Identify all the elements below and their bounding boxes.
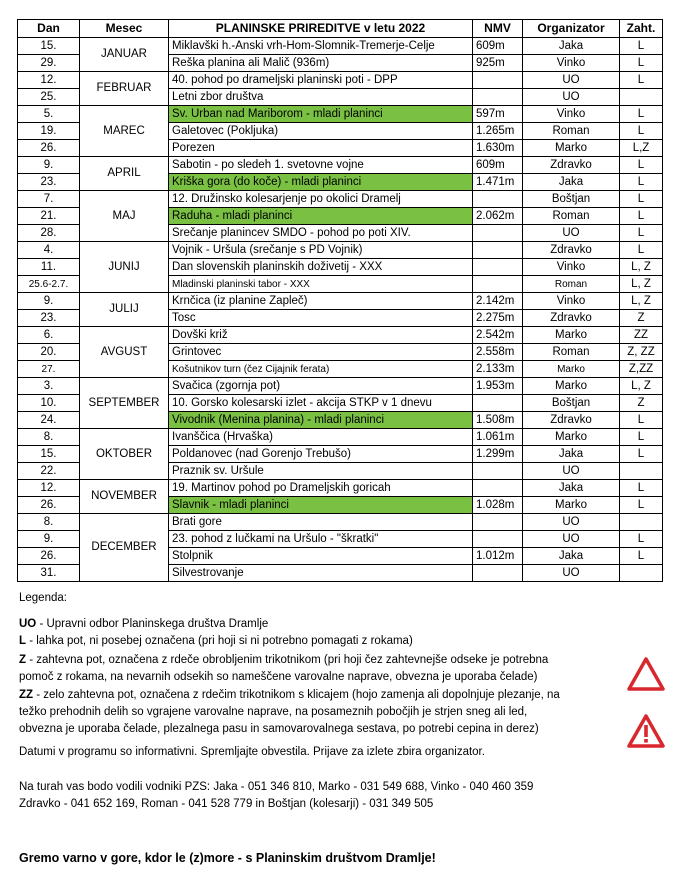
cell-difficulty: L xyxy=(620,191,663,208)
cell-difficulty: L xyxy=(620,446,663,463)
cell-nmv: 1.012m xyxy=(473,548,523,565)
cell-difficulty: L xyxy=(620,548,663,565)
header-difficulty: Zaht. xyxy=(620,20,663,38)
cell-month: DECEMBER xyxy=(80,514,169,582)
legend-zz xyxy=(19,687,619,738)
cell-difficulty: L,Z xyxy=(620,140,663,157)
cell-nmv xyxy=(473,191,523,208)
cell-event: Dovški križ xyxy=(169,327,473,344)
cell-event: Silvestrovanje xyxy=(169,565,473,582)
cell-day: 24. xyxy=(18,412,80,429)
cell-nmv: 2.133m xyxy=(473,361,523,378)
cell-day: 6. xyxy=(18,327,80,344)
table-row xyxy=(18,429,663,446)
cell-day: 5. xyxy=(18,106,80,123)
table-row xyxy=(18,106,663,123)
triangle-warning-icon xyxy=(626,656,666,692)
cell-nmv xyxy=(473,565,523,582)
cell-day: 20. xyxy=(18,344,80,361)
cell-nmv: 609m xyxy=(473,157,523,174)
cell-event: 12. Družinsko kolesarjenje po okolici Dramelj xyxy=(169,191,473,208)
cell-day: 27. xyxy=(18,361,80,378)
cell-month: JULIJ xyxy=(80,293,169,327)
cell-nmv xyxy=(473,72,523,89)
cell-day: 28. xyxy=(18,225,80,242)
header-event: PLANINSKE PRIREDITVE v letu 2022 xyxy=(169,20,473,38)
cell-nmv xyxy=(473,242,523,259)
cell-nmv xyxy=(473,514,523,531)
cell-nmv: 2.558m xyxy=(473,344,523,361)
cell-nmv: 1.299m xyxy=(473,446,523,463)
cell-organizer: UO xyxy=(523,225,620,242)
schedule-body xyxy=(18,38,663,582)
cell-difficulty: L xyxy=(620,531,663,548)
cell-organizer: Zdravko xyxy=(523,242,620,259)
cell-nmv: 2.142m xyxy=(473,293,523,310)
cell-nmv: 2.542m xyxy=(473,327,523,344)
cell-event: Svačica (zgornja pot) xyxy=(169,378,473,395)
cell-event: Vivodnik (Menina planina) - mladi planinci xyxy=(169,412,473,429)
schedule-table xyxy=(17,19,663,582)
cell-nmv: 597m xyxy=(473,106,523,123)
cell-difficulty: Z xyxy=(620,395,663,412)
cell-difficulty: L, Z xyxy=(620,259,663,276)
cell-day: 23. xyxy=(18,174,80,191)
cell-day: 9. xyxy=(18,157,80,174)
cell-month: FEBRUAR xyxy=(80,72,169,106)
cell-day: 26. xyxy=(18,140,80,157)
cell-event: Dan slovenskih planinskih doživetij - XXX xyxy=(169,259,473,276)
cell-day: 25.6-2.7. xyxy=(18,276,80,293)
cell-nmv xyxy=(473,480,523,497)
cell-day: 25. xyxy=(18,89,80,106)
cell-event: Kriška gora (do koče) - mladi planinci xyxy=(169,174,473,191)
table-row xyxy=(18,327,663,344)
cell-difficulty: L xyxy=(620,123,663,140)
cell-organizer: UO xyxy=(523,531,620,548)
cell-difficulty: L xyxy=(620,72,663,89)
cell-event: Košutnikov turn (čez Cijajnik ferata) xyxy=(169,361,473,378)
cell-month: MAREC xyxy=(80,106,169,157)
cell-month: AVGUST xyxy=(80,327,169,378)
cell-organizer: Boštjan xyxy=(523,395,620,412)
cell-event: Sabotin - po sledeh 1. svetovne vojne xyxy=(169,157,473,174)
cell-day: 7. xyxy=(18,191,80,208)
cell-event: Vojnik - Uršula (srečanje s PD Vojnik) xyxy=(169,242,473,259)
legend-uo xyxy=(19,616,619,633)
guides-line-1: Na turah vas bodo vodili vodniki PZS: Jaka - 051 346 810, Marko - 031 549 688, Vinko - 040 460 359 xyxy=(19,781,534,793)
cell-event: Galetovec (Pokljuka) xyxy=(169,123,473,140)
cell-day: 26. xyxy=(18,497,80,514)
cell-nmv xyxy=(473,259,523,276)
cell-day: 3. xyxy=(18,378,80,395)
cell-nmv: 1.953m xyxy=(473,378,523,395)
cell-event: Ivanščica (Hrvaška) xyxy=(169,429,473,446)
header-month: Mesec xyxy=(80,20,169,38)
cell-month: NOVEMBER xyxy=(80,480,169,514)
cell-organizer: Zdravko xyxy=(523,412,620,429)
cell-difficulty: L, Z xyxy=(620,293,663,310)
legend-l xyxy=(19,633,619,650)
legend-zz-text-3: obvezna je uporaba čelade, plezalnega pasu in samovarovalnega sestava, po potrebi cepina in derez) xyxy=(19,723,539,735)
cell-nmv xyxy=(473,531,523,548)
cell-event: Praznik sv. Uršule xyxy=(169,463,473,480)
cell-month: JANUAR xyxy=(80,38,169,72)
cell-event: Raduha - mladi planinci xyxy=(169,208,473,225)
cell-event: Poldanovec (nad Gorenjo Trebušo) xyxy=(169,446,473,463)
cell-month: APRIL xyxy=(80,157,169,191)
cell-organizer: Boštjan xyxy=(523,191,620,208)
cell-event: Reška planina ali Malič (936m) xyxy=(169,55,473,72)
cell-organizer: UO xyxy=(523,514,620,531)
legend-uo-key: UO xyxy=(19,618,37,630)
cell-day: 12. xyxy=(18,480,80,497)
cell-nmv xyxy=(473,463,523,480)
cell-organizer: Jaka xyxy=(523,38,620,55)
cell-day: 12. xyxy=(18,72,80,89)
cell-difficulty xyxy=(620,565,663,582)
cell-nmv: 1.471m xyxy=(473,174,523,191)
cell-event: 23. pohod z lučkami na Uršulo - "škratki" xyxy=(169,531,473,548)
cell-day: 8. xyxy=(18,429,80,446)
cell-organizer: Vinko xyxy=(523,106,620,123)
cell-organizer: Marko xyxy=(523,497,620,514)
cell-difficulty xyxy=(620,514,663,531)
cell-day: 9. xyxy=(18,531,80,548)
cell-organizer: Zdravko xyxy=(523,310,620,327)
cell-difficulty xyxy=(620,89,663,106)
cell-day: 19. xyxy=(18,123,80,140)
cell-event: Letni zbor društva xyxy=(169,89,473,106)
cell-organizer: Zdravko xyxy=(523,157,620,174)
cell-day: 10. xyxy=(18,395,80,412)
cell-event: Grintovec xyxy=(169,344,473,361)
cell-day: 11. xyxy=(18,259,80,276)
cell-event: Stolpnik xyxy=(169,548,473,565)
cell-difficulty: ZZ xyxy=(620,327,663,344)
cell-organizer: Vinko xyxy=(523,293,620,310)
legend-uo-text: - Upravni odbor Planinskega društva Dramlje xyxy=(36,618,269,630)
cell-nmv: 1.061m xyxy=(473,429,523,446)
table-row xyxy=(18,72,663,89)
cell-organizer: UO xyxy=(523,565,620,582)
cell-difficulty: L xyxy=(620,208,663,225)
cell-day: 29. xyxy=(18,55,80,72)
cell-difficulty: L xyxy=(620,38,663,55)
cell-organizer: Roman xyxy=(523,344,620,361)
cell-difficulty: L xyxy=(620,174,663,191)
cell-day: 15. xyxy=(18,446,80,463)
cell-event: Krnčica (iz planine Zapleč) xyxy=(169,293,473,310)
cell-event: 19. Martinov pohod po Drameljskih goricah xyxy=(169,480,473,497)
table-row xyxy=(18,480,663,497)
slogan: Gremo varno v gore, kdor le (z)more - s Planinskim društvom Dramlje! xyxy=(19,851,436,865)
triangle-exclamation-icon xyxy=(626,713,666,749)
cell-difficulty: L xyxy=(620,429,663,446)
cell-organizer: Marko xyxy=(523,327,620,344)
cell-nmv xyxy=(473,395,523,412)
cell-difficulty: L xyxy=(620,225,663,242)
cell-difficulty: Z xyxy=(620,310,663,327)
cell-nmv: 1.028m xyxy=(473,497,523,514)
cell-difficulty: L xyxy=(620,412,663,429)
cell-nmv: 1.265m xyxy=(473,123,523,140)
cell-difficulty: L xyxy=(620,497,663,514)
table-row xyxy=(18,38,663,55)
cell-organizer: Vinko xyxy=(523,259,620,276)
cell-day: 23. xyxy=(18,310,80,327)
cell-day: 9. xyxy=(18,293,80,310)
legend-zz-text-1: - zelo zahtevna pot, označena z rdečim trikotnikom s klicajem (hojo zamenja ali dopolnjuje plezanje, na xyxy=(33,689,560,701)
cell-organizer: Marko xyxy=(523,361,620,378)
header-organizer: Organizator xyxy=(523,20,620,38)
legend-z-key: Z xyxy=(19,654,27,666)
cell-nmv: 2.062m xyxy=(473,208,523,225)
table-row xyxy=(18,242,663,259)
legend-z-text-1: - zahtevna pot, označena z rdeče obrobljenim trikotnikom (pri hoji čez zahtevnejše odseke je potrebna xyxy=(26,654,549,666)
table-row xyxy=(18,157,663,174)
cell-organizer: UO xyxy=(523,72,620,89)
cell-event: Sv. Urban nad Mariborom - mladi planinci xyxy=(169,106,473,123)
cell-organizer: Marko xyxy=(523,140,620,157)
cell-organizer: Jaka xyxy=(523,446,620,463)
cell-organizer: Roman xyxy=(523,276,620,293)
cell-event: Brati gore xyxy=(169,514,473,531)
cell-nmv xyxy=(473,225,523,242)
cell-event: Porezen xyxy=(169,140,473,157)
cell-organizer: Jaka xyxy=(523,548,620,565)
header-day: Dan xyxy=(18,20,80,38)
cell-month: OKTOBER xyxy=(80,429,169,480)
cell-nmv: 925m xyxy=(473,55,523,72)
cell-day: 26. xyxy=(18,548,80,565)
cell-month: SEPTEMBER xyxy=(80,378,169,429)
legend-zz-key: ZZ xyxy=(19,689,34,701)
cell-difficulty: L xyxy=(620,242,663,259)
cell-difficulty: L xyxy=(620,157,663,174)
cell-difficulty: L xyxy=(620,480,663,497)
cell-difficulty: L, Z xyxy=(620,276,663,293)
guides-line-2: Zdravko - 041 652 169, Roman - 041 528 779 in Boštjan (kolesarji) - 031 349 505 xyxy=(19,798,434,810)
legend-l-key: L xyxy=(19,635,27,647)
cell-organizer: Jaka xyxy=(523,480,620,497)
cell-nmv: 1.508m xyxy=(473,412,523,429)
cell-day: 15. xyxy=(18,38,80,55)
table-header-row xyxy=(18,20,663,38)
legend-zz-text-2: težko prehodnih delih so vgrajene varovalne naprave, na posameznih pobočjih je strjen sneg ali led, xyxy=(19,706,528,718)
table-row xyxy=(18,293,663,310)
cell-difficulty: Z,ZZ xyxy=(620,361,663,378)
cell-nmv xyxy=(473,276,523,293)
cell-event: 10. Gorsko kolesarski izlet - akcija STKP v 1 dnevu xyxy=(169,395,473,412)
cell-month: MAJ xyxy=(80,191,169,242)
cell-nmv xyxy=(473,89,523,106)
cell-event: 40. pohod po drameljski planinski poti - DPP xyxy=(169,72,473,89)
cell-organizer: Roman xyxy=(523,208,620,225)
table-row xyxy=(18,191,663,208)
table-row xyxy=(18,378,663,395)
cell-difficulty: L xyxy=(620,55,663,72)
legend-l-text: - lahka pot, ni posebej označena (pri hoji si ni potrebno pomagati z rokama) xyxy=(26,635,413,647)
legend-title: Legenda: xyxy=(19,592,67,604)
cell-organizer: UO xyxy=(523,89,620,106)
cell-difficulty: Z, ZZ xyxy=(620,344,663,361)
cell-nmv: 609m xyxy=(473,38,523,55)
cell-event: Tosc xyxy=(169,310,473,327)
cell-event: Mladinski planinski tabor - XXX xyxy=(169,276,473,293)
cell-organizer: Roman xyxy=(523,123,620,140)
cell-day: 21. xyxy=(18,208,80,225)
cell-organizer: Marko xyxy=(523,378,620,395)
header-nmv: NMV xyxy=(473,20,523,38)
cell-nmv: 1.630m xyxy=(473,140,523,157)
cell-organizer: Marko xyxy=(523,429,620,446)
cell-difficulty xyxy=(620,463,663,480)
cell-difficulty: L xyxy=(620,106,663,123)
cell-difficulty: L, Z xyxy=(620,378,663,395)
legend-z xyxy=(19,652,619,686)
table-row xyxy=(18,514,663,531)
cell-organizer: UO xyxy=(523,463,620,480)
cell-organizer: Vinko xyxy=(523,55,620,72)
cell-event: Srečanje planincev SMDO - pohod po poti XIV. xyxy=(169,225,473,242)
cell-event: Slavnik - mladi planinci xyxy=(169,497,473,514)
cell-month: JUNIJ xyxy=(80,242,169,293)
legend-z-text-2: pomoč z rokama, na nevarnih odsekih so nameščene varovalne naprave, obvezna je uporaba čelade) xyxy=(19,671,538,683)
legend-note: Datumi v programu so informativni. Spremljajte obvestila. Prijave za izlete zbira organizator. xyxy=(19,746,485,758)
cell-event: Miklavški h.-Anski vrh-Hom-Slomnik-Tremerje-Celje xyxy=(169,38,473,55)
cell-day: 22. xyxy=(18,463,80,480)
cell-nmv: 2.275m xyxy=(473,310,523,327)
cell-day: 4. xyxy=(18,242,80,259)
cell-day: 31. xyxy=(18,565,80,582)
cell-organizer: Jaka xyxy=(523,174,620,191)
cell-day: 8. xyxy=(18,514,80,531)
